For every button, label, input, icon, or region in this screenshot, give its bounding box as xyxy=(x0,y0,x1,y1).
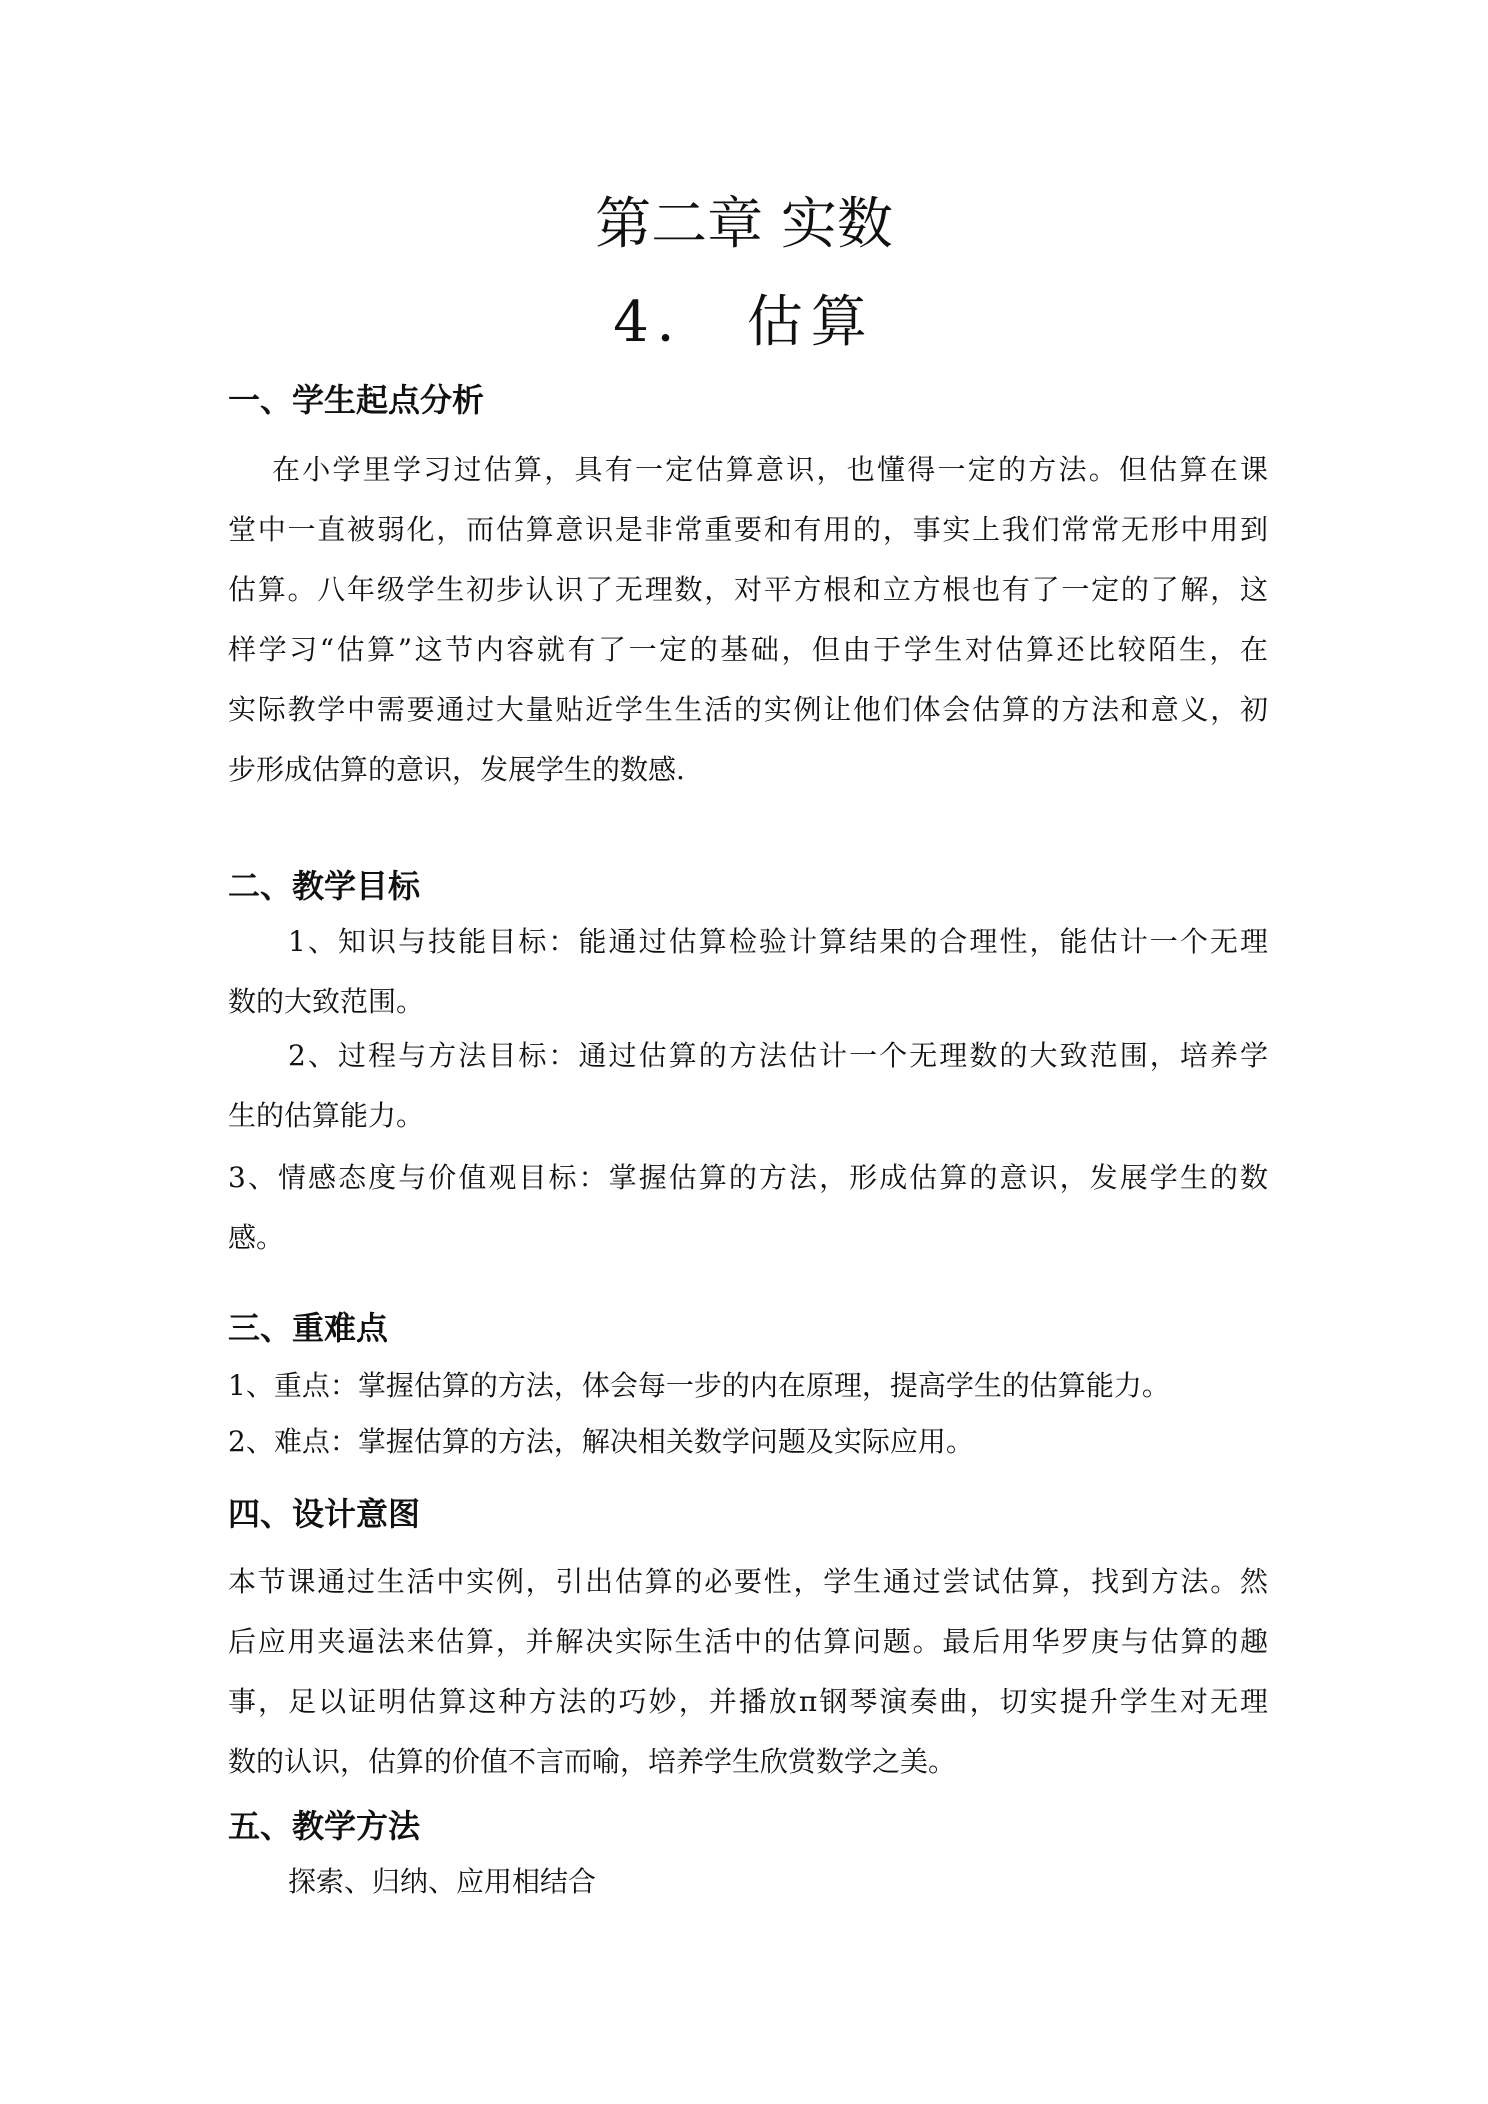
list-item: 2、难点：掌握估算的方法，解决相关数学问题及实际应用。 xyxy=(228,1425,974,1458)
paragraph-line: 实际教学中需要通过大量贴近学生生活的实例让他们体会估算的方法和意义，初 xyxy=(228,693,1268,726)
paragraph-line: 后应用夹逼法来估算，并解决实际生活中的估算问题。最后用华罗庚与估算的趣 xyxy=(228,1625,1268,1658)
key-points-list xyxy=(228,1358,1268,1470)
goal-item-1 xyxy=(228,912,1268,1032)
paragraph-line: 1、知识与技能目标：能通过估算检验计算结果的合理性，能估计一个无理 xyxy=(288,925,1268,958)
paragraph-line: 步形成估算的意识，发展学生的数感. xyxy=(228,753,685,786)
section-heading-design-intent: 四、设计意图 xyxy=(228,1495,421,1533)
list-item: 1、重点：掌握估算的方法，体会每一步的内在原理，提高学生的估算能力。 xyxy=(228,1369,1170,1402)
chapter-title: 第二章 实数 xyxy=(595,192,893,257)
paragraph-line: 生的估算能力。 xyxy=(228,1099,425,1132)
paragraph-line: 堂中一直被弱化，而估算意识是非常重要和有用的，事实上我们常常无形中用到 xyxy=(228,513,1268,546)
section-heading-teaching-methods: 五、教学方法 xyxy=(228,1807,421,1845)
design-intent-paragraph xyxy=(228,1552,1268,1792)
goal-item-2 xyxy=(228,1026,1268,1146)
paragraph-line: 本节课通过生活中实例，引出估算的必要性，学生通过尝试估算，找到方法。然 xyxy=(228,1565,1268,1598)
section-heading-student-analysis: 一、学生起点分析 xyxy=(228,381,485,419)
section-heading-teaching-goals: 二、教学目标 xyxy=(228,867,421,905)
paragraph-line: 估算。八年级学生初步认识了无理数，对平方根和立方根也有了一定的了解，这 xyxy=(228,573,1268,606)
goal-item-3 xyxy=(228,1148,1268,1268)
paragraph-line: 样学习“估算”这节内容就有了一定的基础，但由于学生对估算还比较陌生，在 xyxy=(228,633,1268,666)
paragraph-line: 在小学里学习过估算，具有一定估算意识，也懂得一定的方法。但估算在课 xyxy=(272,453,1268,486)
paragraph-line: 数的认识，估算的价值不言而喻，培养学生欣赏数学之美。 xyxy=(228,1745,957,1778)
paragraph-line: 3、情感态度与价值观目标：掌握估算的方法，形成估算的意识，发展学生的数 xyxy=(228,1161,1268,1194)
paragraph-line: 探索、归纳、应用相结合 xyxy=(288,1865,597,1898)
teaching-methods-paragraph xyxy=(228,1852,1268,1912)
paragraph-line: 2、过程与方法目标：通过估算的方法估计一个无理数的大致范围，培养学 xyxy=(288,1039,1268,1072)
section-title: 4． 估算 xyxy=(613,290,875,355)
paragraph-line: 数的大致范围。 xyxy=(228,985,425,1018)
section-heading-key-points: 三、重难点 xyxy=(228,1309,389,1347)
paragraph-line: 事，足以证明估算这种方法的巧妙，并播放π钢琴演奏曲，切实提升学生对无理 xyxy=(228,1685,1268,1718)
student-analysis-paragraph xyxy=(228,440,1268,800)
paragraph-line: 感。 xyxy=(228,1221,285,1254)
